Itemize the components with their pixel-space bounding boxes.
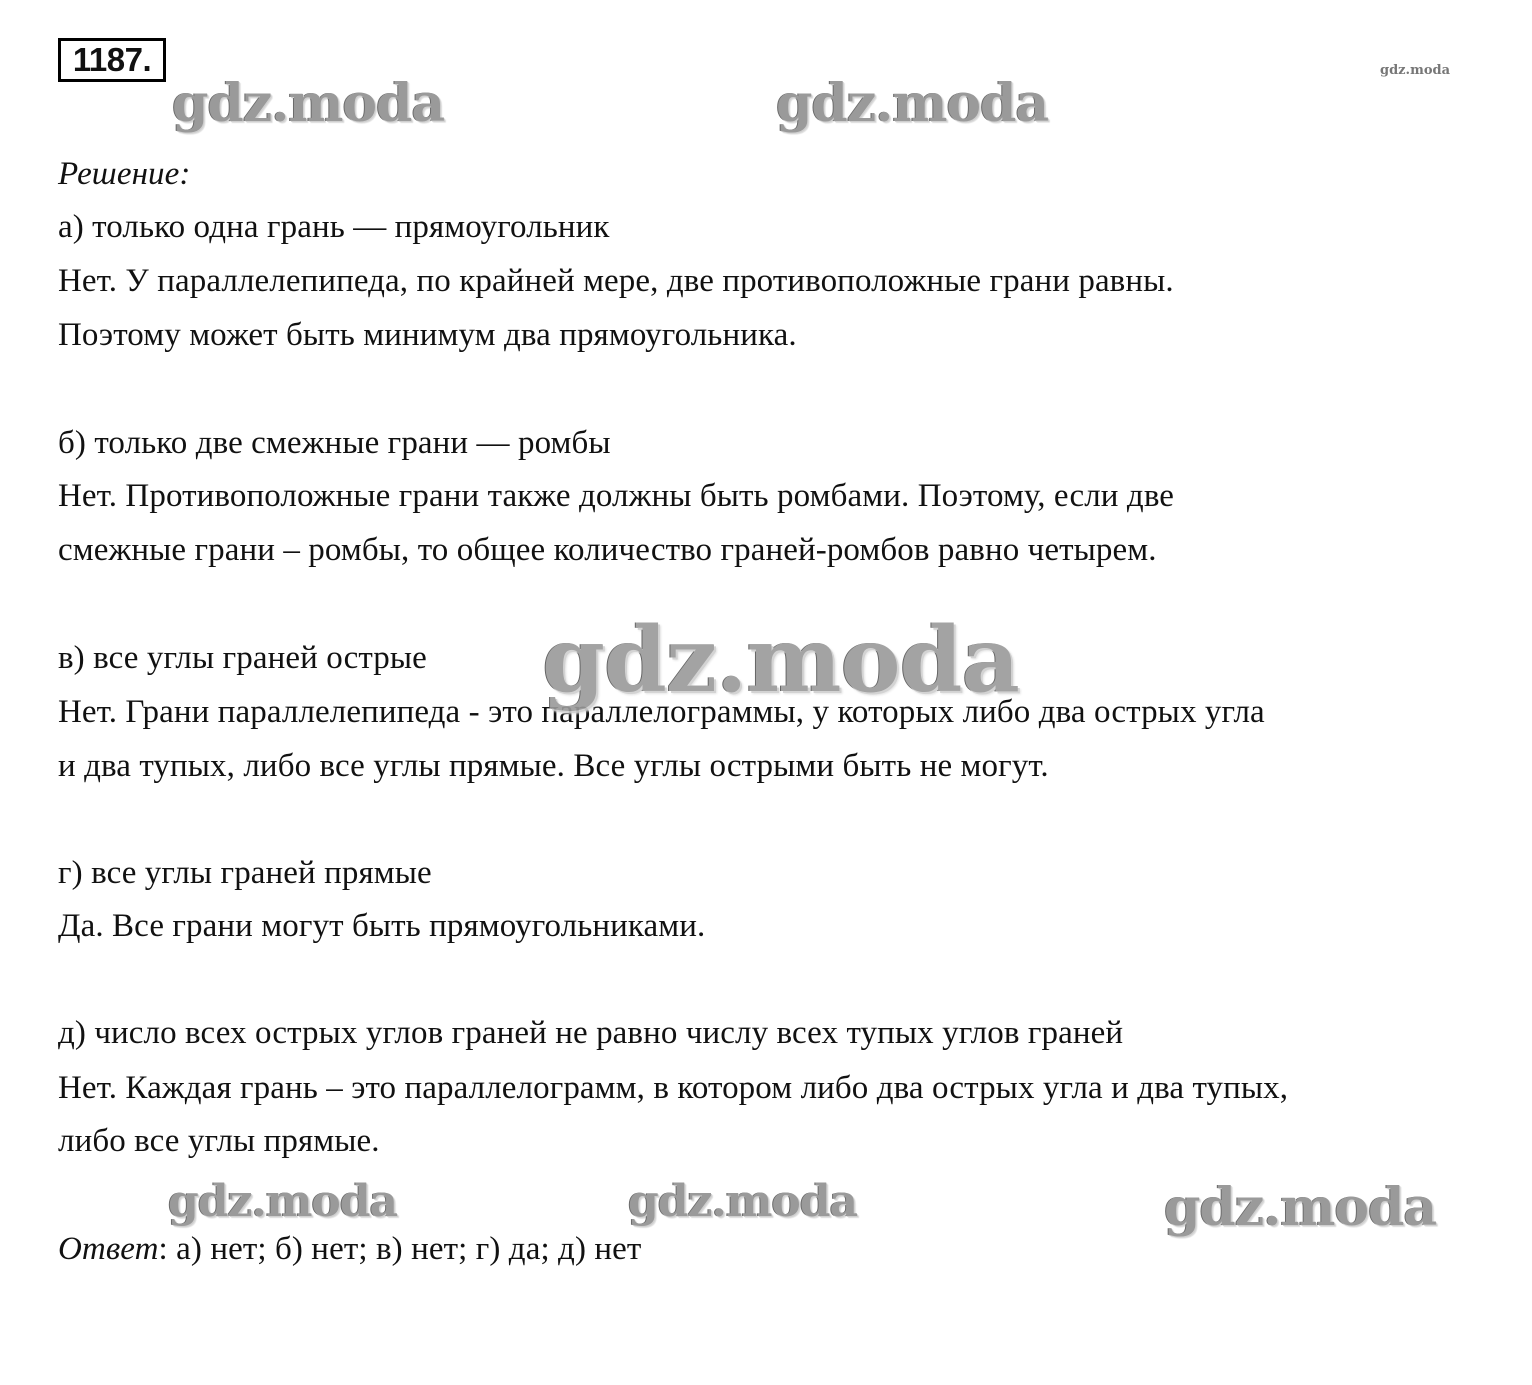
final-answer-text: : а) нет; б) нет; в) нет; г) да; д) нет — [158, 1231, 642, 1267]
answer-a-line-2: Поэтому может быть минимум два прямоугольника. — [58, 317, 797, 353]
answer-a-line-1: Нет. У параллелепипеда, по крайней мере, две противоположные грани равны. — [58, 263, 1174, 299]
question-g: г) все углы граней прямые — [58, 855, 432, 891]
answer-b-line-1: Нет. Противоположные грани также должны быть ромбами. Поэтому, если две — [58, 478, 1175, 514]
question-d: д) число всех острых углов граней не равно числу всех тупых углов граней — [58, 1015, 1124, 1051]
watermark-logo: gdz.moda — [628, 1176, 858, 1227]
question-b: б) только две смежные грани — ромбы — [58, 425, 611, 461]
watermark-logo: gdz.moda — [172, 73, 445, 134]
watermark-logo: gdz.moda — [542, 607, 1019, 713]
answer-v-line-2: и два тупых, либо все углы прямые. Все углы острыми быть не могут. — [58, 748, 1049, 784]
solution-heading: Решение: — [58, 156, 191, 192]
watermark-logo: gdz.moda — [1164, 1177, 1437, 1238]
question-v: в) все углы граней острые — [58, 640, 427, 676]
answer-g-line-1: Да. Все грани могут быть прямоугольниками. — [58, 908, 706, 944]
question-a: а) только одна грань — прямоугольник — [58, 209, 610, 245]
problem-number: 1187. — [58, 38, 166, 82]
final-answer — [58, 1229, 641, 1269]
watermark-logo: gdz.moda — [776, 73, 1049, 134]
answer-d-line-1: Нет. Каждая грань – это параллелограмм, в котором либо два острых угла и два тупых, — [58, 1070, 1289, 1106]
final-answer-label: Ответ — [58, 1231, 159, 1267]
watermark-logo: gdz.moda — [1380, 63, 1451, 78]
answer-d-line-2: либо все углы прямые. — [58, 1123, 380, 1159]
watermark-logo: gdz.moda — [168, 1176, 398, 1227]
answer-b-line-2: смежные грани – ромбы, то общее количество граней-ромбов равно четырем. — [58, 532, 1157, 568]
answer-v-line-1: Нет. Грани параллелепипеда - это параллелограммы, у которых либо два острых угла — [58, 694, 1265, 730]
